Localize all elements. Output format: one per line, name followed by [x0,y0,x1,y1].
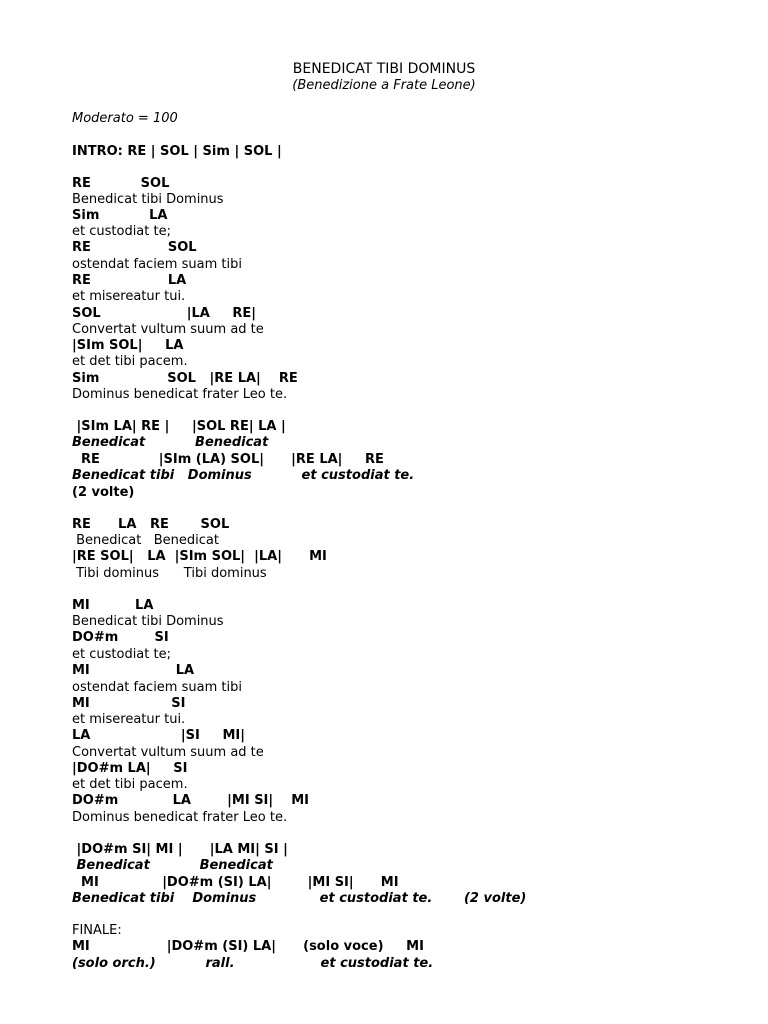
chord-line: RE SOL [72,240,197,255]
lyric-line: Convertat vultum suum ad te [72,322,264,337]
song-subtitle: (Benedizione a Frate Leone) [292,78,476,93]
tempo-marking: Moderato = 100 [72,111,178,126]
lyric-line: Tibi dominus Tibi dominus [72,566,267,581]
lyric-line: Convertat vultum suum ad te [72,745,264,760]
lyric-line: Dominus benedicat frater Leo te. [72,810,288,825]
lyric-line: et misereatur tui. [72,289,186,304]
chord-line: MI LA [72,598,154,613]
refrain-line: Benedicat Benedicat [72,435,269,450]
chord-line: SOL |LA RE| [72,306,257,321]
lyric-line: Benedicat Benedicat [72,533,219,548]
lyric-line: ostendat faciem suam tibi [72,257,242,272]
chord-line: MI LA [72,663,195,678]
lyric-line: ostendat faciem suam tibi [72,680,242,695]
chord-line: MI |DO#m (SI) LA| |MI SI| MI [72,875,399,890]
lyric-line: et det tibi pacem. [72,354,188,369]
chord-line: |SIm LA| RE | |SOL RE| LA | [72,419,286,434]
song-title: BENEDICAT TIBI DOMINUS [292,61,476,77]
chord-line: RE SOL [72,176,170,191]
chord-line: Sim SOL |RE LA| RE [72,371,298,386]
finale-label: FINALE: [72,923,122,938]
chord-line: Sim LA [72,208,168,223]
chord-line: RE |SIm (LA) SOL| |RE LA| RE [72,452,384,467]
refrain-line: Benedicat tibi Dominus et custodiat te. [72,468,415,483]
lyric-line: Benedicat tibi Dominus [72,192,224,207]
chord-line: RE LA [72,273,187,288]
intro-chords: INTRO: RE | SOL | Sim | SOL | [72,144,282,159]
chord-line: |DO#m SI| MI | |LA MI| SI | [72,842,288,857]
chord-line: DO#m LA |MI SI| MI [72,793,310,808]
chord-line: |RE SOL| LA |SIm SOL| |LA| MI [72,549,327,564]
lyric-line: et custodiat te; [72,224,171,239]
chord-line: |DO#m LA| SI [72,761,188,776]
chord-line: RE LA RE SOL [72,517,230,532]
chord-line: MI |DO#m (SI) LA| (solo voce) MI [72,939,424,954]
chord-line: MI SI [72,696,186,711]
lyric-line: Benedicat tibi Dominus [72,614,224,629]
repeat-marking: (2 volte) [72,485,135,500]
finale-line: (solo orch.) rall. et custodiat te. [72,956,434,971]
chord-line: LA |SI MI| [72,728,245,743]
chord-line: |SIm SOL| LA [72,338,184,353]
lyric-line: et misereatur tui. [72,712,186,727]
refrain-line: Benedicat Benedicat [72,858,273,873]
refrain-line: Benedicat tibi Dominus et custodiat te. (2 volte) [72,891,527,906]
lyric-line: et custodiat te; [72,647,171,662]
lyric-line: et det tibi pacem. [72,777,188,792]
lyric-line: Dominus benedicat frater Leo te. [72,387,288,402]
chord-line: DO#m SI [72,630,169,645]
